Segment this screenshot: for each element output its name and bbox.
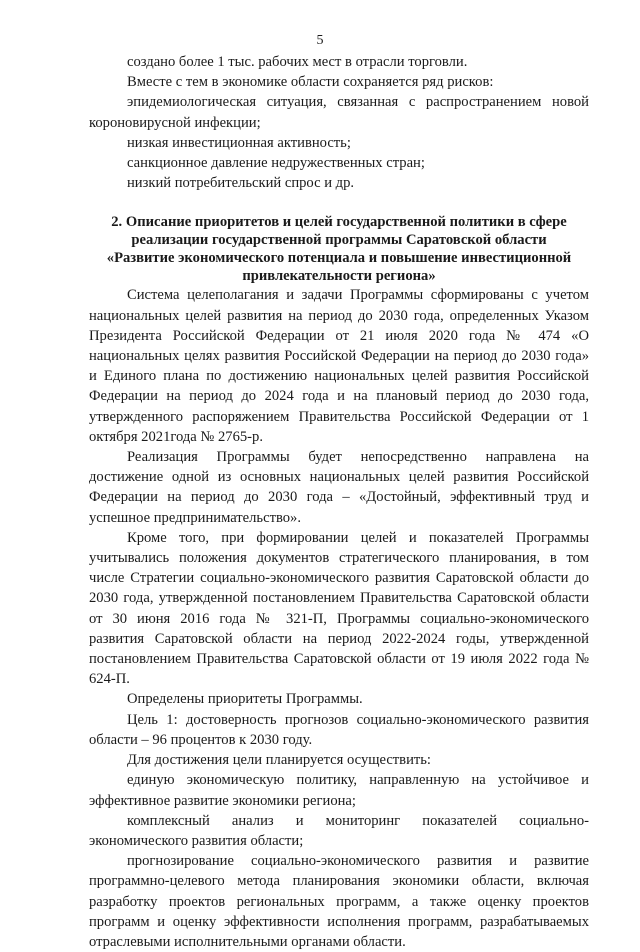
paragraph: Кроме того, при формировании целей и показателей Программы учитывались положения документов стратегического планирования, в том числе Стратегии социально-экономического развития Саратовской области до 2030 года, утвержденной постановлением Правительства Саратовской области от 30 июня 2016 года № 321-П, Программы социально-экономического развития Саратовской области на период 2022-2024 годы, утвержденной постановлением Правительства Саратовской области от 19 июля 2022 года № 624-П. xyxy=(89,529,589,688)
section-heading-line: реализации государственной программы Саратовской области xyxy=(131,232,547,249)
paragraph: санкционное давление недружественных стран; xyxy=(127,155,425,172)
paragraph: эпидемиологическая ситуация, связанная с распространением новой короновирусной инфекции; xyxy=(89,94,589,131)
paragraph: низкая инвестиционная активность; xyxy=(127,134,351,151)
paragraph: создано более 1 тыс. рабочих мест в отрасли торговли. xyxy=(127,54,468,70)
paragraph: Цель 1: достоверность прогнозов социально-экономического развития области – 96 процентов к 2030 году. xyxy=(89,711,589,748)
section-heading-line: привлекательности региона» xyxy=(242,268,436,285)
section-heading-line: 2. Описание приоритетов и целей государственной политики в сфере xyxy=(111,214,567,231)
paragraph: прогнозирование социально-экономического развития и развитие программно-целевого метода планирования экономики области, включая разработку проектов региональных программ, а также оценку проектов программ и оценку эффективности исполнения программ, разрабатываемых отраслевыми исполнительными органами области. xyxy=(89,853,589,950)
paragraph: комплексный анализ и мониторинг показателей социально-экономического развития области; xyxy=(89,812,589,849)
paragraph: Реализация Программы будет непосредственно направлена на достижение одной из основных национальных целей развития Российской Федерации на период до 2030 года – «Достойный, эффективный труд и успешное предпринимательство». xyxy=(89,449,589,526)
paragraph: Для достижения цели планируется осуществить: xyxy=(127,752,431,769)
page-number: 5 xyxy=(316,33,324,48)
paragraph: Система целеполагания и задачи Программы сформированы с учетом национальных целей развития на период до 2030 года, определенных Указом Президента Российской Федерации от 21 июля 2020 года № 474 «О национальных целях развития Российской Федерации на период до 2030 года» и Единого плана по достижению национальных целей развития Российской Федерации на период до 2024 года и на плановый период до 2030 года, утвержденного распоряжением Правительства Российской Федерации от 1 октября 2021года № 2765-р. xyxy=(89,287,589,445)
paragraph: Вместе с тем в экономике области сохраняется ряд рисков: xyxy=(127,74,494,91)
paragraph: Определены приоритеты Программы. xyxy=(127,691,363,708)
paragraph: низкий потребительский спрос и др. xyxy=(127,175,355,192)
section-heading xyxy=(89,213,589,285)
section-heading-line: «Развитие экономического потенциала и повышение инвестиционной xyxy=(106,250,572,267)
paragraph: единую экономическую политику, направленную на устойчивое и эффективное развитие экономики региона; xyxy=(89,772,589,809)
document-body xyxy=(89,52,589,952)
section-spacer xyxy=(89,193,589,213)
